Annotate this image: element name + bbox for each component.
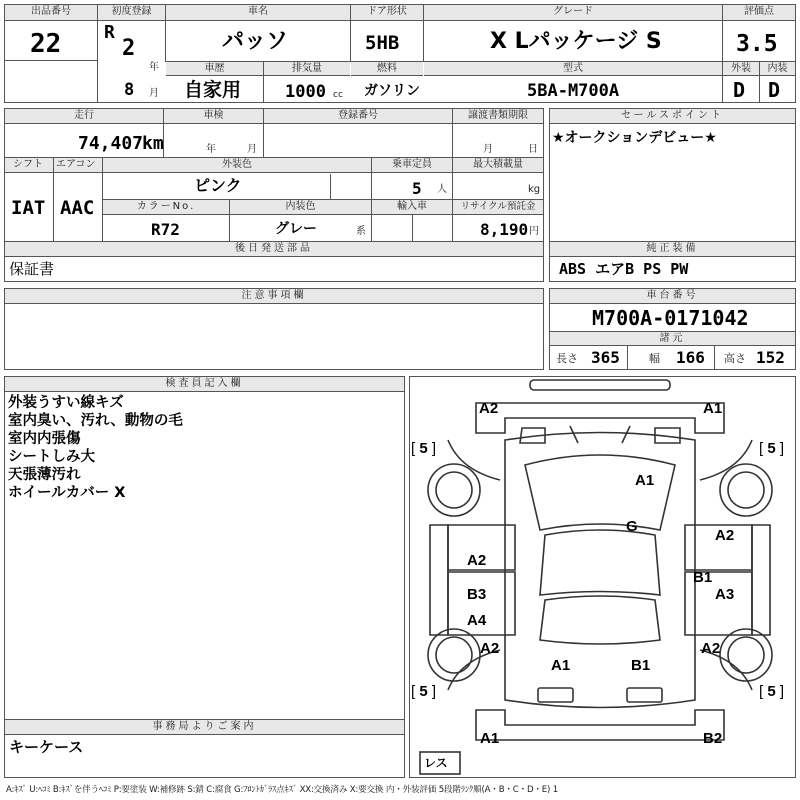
transfer-day-unit: 日 [528, 144, 538, 155]
notes-label: 注意事項欄 [5, 289, 543, 304]
shift: IAT [11, 197, 46, 219]
mark-rear-bumper-left: A1 [480, 730, 500, 747]
reg-month-unit: 月 [149, 88, 159, 99]
reg-month: 8 [124, 80, 135, 100]
mark-hood: A1 [635, 472, 655, 489]
lot-no: 22 [30, 29, 62, 59]
car-name-label: 車名 [166, 5, 350, 21]
capacity-unit: 人 [437, 184, 447, 195]
inspector-line: ホイールカバー X [8, 485, 126, 501]
reg-label: 初度登録 [98, 5, 165, 21]
equipment-label: 純正装備 [550, 242, 795, 257]
model: 5BA-M700A [527, 81, 620, 101]
ac: AAC [60, 197, 95, 219]
inspector-line: 室内臭い、汚れ、動物の毛 [8, 413, 183, 429]
car-name: パッソ [222, 29, 289, 54]
mileage-label: 走行 [5, 109, 163, 124]
dims-label: 諸元 [550, 331, 795, 346]
int-label: 内装 [760, 62, 795, 76]
displacement-unit: cc [333, 90, 343, 100]
reg-era: R [104, 22, 115, 43]
length-value: 365 [591, 348, 620, 367]
recycle-label: リサイクル預託金 [453, 200, 543, 215]
recycle-unit: 円 [529, 226, 539, 237]
office-label: 事務局よりご案内 [5, 720, 404, 735]
inspector-line: 外装うすい線キズ [8, 395, 124, 411]
lot-no-label: 出品番号 [5, 5, 97, 21]
reg-year-unit: 年 [149, 62, 159, 73]
mark-rear-door-left-1: B3 [467, 586, 487, 603]
ext-grade: D [733, 78, 746, 102]
max-load-unit: kg [528, 184, 541, 195]
score-label: 評価点 [723, 5, 795, 21]
history: 自家用 [184, 79, 242, 101]
tire-rear-left: [ 5 ] [411, 683, 437, 700]
score: 3.5 [736, 31, 778, 57]
width-value: 166 [676, 348, 705, 367]
chassis-label: 車台番号 [550, 289, 795, 304]
sales-point: ★オークションデビュー★ [552, 130, 717, 146]
tire-front-left: [ 5 ] [411, 440, 437, 457]
inspector-label: 検査員記入欄 [5, 377, 404, 392]
mark-front-left: A2 [479, 400, 499, 417]
sales-point-label: セールスポイント [550, 109, 795, 124]
mark-front-right: A1 [703, 400, 723, 417]
height-value: 152 [756, 348, 785, 367]
insp-year-unit: 年 [206, 144, 216, 155]
ext-color: ピンク [194, 176, 242, 195]
import-label: 輸入車 [372, 200, 452, 215]
reg-year: 2 [122, 36, 136, 61]
footer-legend: A:ｷｽﾞ U:ﾍｺﾐ B:ｷｽﾞを伴うﾍｺﾐ P:要塗装 W:補修跡 S:錆 C:腐食 G:ﾌﾛﾝﾄｶﾞﾗｽ点ｷｽﾞ XX:交換済み X:要交換 内・外装評価 5段階ﾗﾝｸ順(A・B・C・D・E) 1 [6, 785, 558, 795]
mark-rear-door-left-2: A4 [467, 612, 487, 629]
displacement: 1000 [285, 82, 326, 102]
recycle: 8,190 [480, 220, 529, 239]
length-label: 長さ [556, 352, 578, 365]
tire-rear-right: [ 5 ] [759, 683, 785, 700]
door-label: ドア形状 [351, 5, 423, 21]
later-parts-label: 後日発送部品 [5, 242, 543, 257]
int-color-unit: 系 [356, 226, 366, 237]
equipment-value: ABS エアB PS PW [559, 260, 689, 278]
model-label: 型式 [424, 62, 722, 76]
width-label: 幅 [649, 352, 660, 365]
ext-color-label: 外装色 [103, 158, 371, 173]
max-load-label: 最大積載量 [453, 158, 543, 173]
inspector-line: 室内内張傷 [8, 431, 81, 447]
grade: X Lパッケージ S [490, 29, 662, 54]
capacity-label: 乗車定員 [372, 158, 452, 173]
mark-rear-door-right-2: A3 [715, 586, 735, 603]
transfer-month-unit: 月 [483, 144, 493, 155]
spare-label: レス [424, 756, 448, 770]
door: 5HB [365, 32, 400, 54]
mark-roof: G [626, 518, 638, 535]
reg-no-label: 登録番号 [264, 109, 452, 124]
mark-rear-fender-left: A2 [480, 640, 500, 657]
mark-rear-fender-right: A2 [701, 640, 721, 657]
inspection-label: 車検 [164, 109, 263, 124]
insp-month-unit: 月 [247, 144, 257, 155]
height-label: 高さ [724, 352, 746, 365]
mark-front-door-left: A2 [467, 552, 487, 569]
color-no: R72 [151, 220, 180, 239]
grade-label: グレード [424, 5, 722, 21]
mark-rear-door-right-1: B1 [693, 569, 713, 586]
displacement-label: 排気量 [264, 62, 350, 76]
fuel-label: 燃料 [351, 62, 423, 76]
mileage-unit: km [142, 133, 164, 154]
int-grade: D [768, 78, 781, 102]
mark-trunk-right: B1 [631, 657, 651, 674]
color-no-label: カラーNo. [103, 200, 229, 215]
tire-front-right: [ 5 ] [759, 440, 785, 457]
office-value: キーケース [9, 738, 84, 756]
mileage: 74,407 [78, 133, 144, 154]
mark-rear-bumper-right: B2 [703, 730, 723, 747]
later-parts-value: 保証書 [9, 260, 55, 278]
mark-front-door-right: A2 [715, 527, 735, 544]
shift-label: シフト [5, 158, 53, 173]
mark-trunk-left: A1 [551, 657, 571, 674]
ext-label: 外装 [723, 62, 759, 76]
inspector-line: 天張薄汚れ [8, 467, 81, 483]
ac-label: エアコン [54, 158, 102, 173]
int-color-label: 内装色 [230, 200, 371, 215]
transfer-label: 譲渡書類期限 [453, 109, 543, 124]
inspector-line: シートしみ大 [8, 449, 95, 465]
history-label: 車歴 [166, 62, 263, 76]
chassis-value: M700A-0171042 [592, 306, 749, 330]
int-color: グレー [275, 221, 317, 237]
capacity: 5 [412, 179, 422, 198]
fuel: ガソリン [364, 83, 420, 99]
